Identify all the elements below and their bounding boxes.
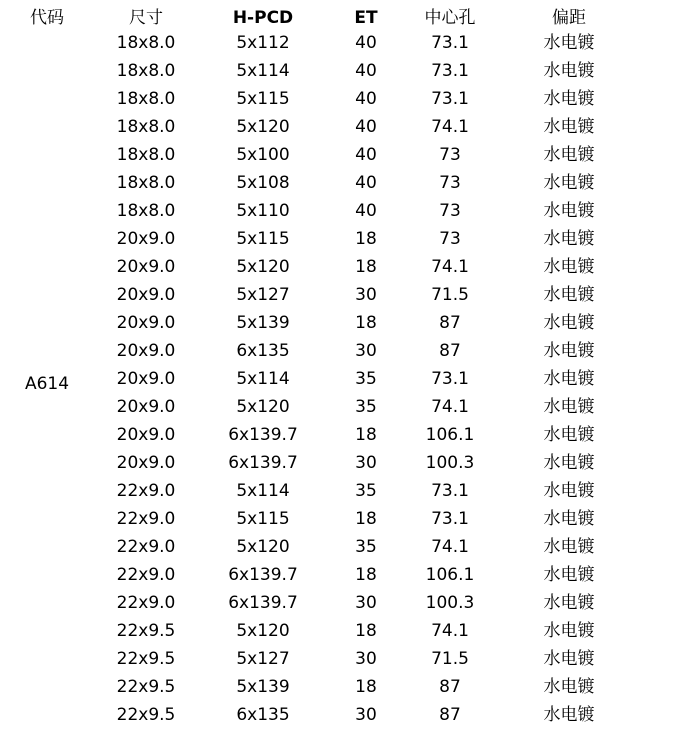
center-bore-cell: 73.1 <box>431 481 469 501</box>
et-cell: 18 <box>355 565 377 585</box>
size-cell: 22x9.0 <box>116 481 176 501</box>
table-row <box>0 504 686 532</box>
center-bore-cell: 73.1 <box>431 509 469 529</box>
table-body <box>0 28 686 728</box>
pcd-cell: 5x115 <box>236 89 290 109</box>
header-row <box>0 0 686 28</box>
center-bore-cell: 73.1 <box>431 33 469 53</box>
table-row <box>0 364 686 392</box>
pcd-cell: 5x100 <box>236 145 290 165</box>
size-cell: 20x9.0 <box>116 397 176 417</box>
center-bore-cell: 74.1 <box>431 621 469 641</box>
pcd-cell: 6x139.7 <box>228 593 298 613</box>
et-cell: 30 <box>355 649 377 669</box>
center-bore-cell: 73.1 <box>431 89 469 109</box>
header-pcd: H-PCD <box>232 8 294 28</box>
center-bore-cell: 87 <box>439 313 461 333</box>
et-cell: 30 <box>355 705 377 725</box>
table-row <box>0 224 686 252</box>
table-row <box>0 280 686 308</box>
pcd-cell: 5x120 <box>236 537 290 557</box>
pcd-cell: 5x127 <box>236 649 290 669</box>
center-bore-cell: 71.5 <box>431 285 469 305</box>
pcd-cell: 5x114 <box>236 481 290 501</box>
center-bore-cell: 87 <box>439 705 461 725</box>
pcd-cell: 5x108 <box>236 173 290 193</box>
size-cell: 22x9.0 <box>116 509 176 529</box>
size-cell: 22x9.5 <box>116 649 176 669</box>
size-cell: 20x9.0 <box>116 285 176 305</box>
table-row <box>0 392 686 420</box>
table-row <box>0 140 686 168</box>
center-bore-cell: 73 <box>439 229 461 249</box>
table-row <box>0 28 686 56</box>
table-row <box>0 588 686 616</box>
pcd-cell: 5x115 <box>236 509 290 529</box>
pcd-cell: 5x120 <box>236 621 290 641</box>
table-row <box>0 448 686 476</box>
size-cell: 18x8.0 <box>116 173 176 193</box>
finish-cell: 水电镀 <box>543 117 595 137</box>
center-bore-cell: 74.1 <box>431 537 469 557</box>
et-cell: 40 <box>355 89 377 109</box>
finish-cell: 水电镀 <box>543 425 595 445</box>
model-code: A614 <box>24 374 70 394</box>
et-cell: 18 <box>355 677 377 697</box>
table-row <box>0 336 686 364</box>
table-row <box>0 56 686 84</box>
center-bore-cell: 74.1 <box>431 257 469 277</box>
finish-cell: 水电镀 <box>543 621 595 641</box>
pcd-cell: 5x114 <box>236 61 290 81</box>
table-row <box>0 420 686 448</box>
pcd-cell: 5x120 <box>236 257 290 277</box>
et-cell: 18 <box>355 425 377 445</box>
center-bore-cell: 106.1 <box>425 565 475 585</box>
et-cell: 40 <box>355 61 377 81</box>
size-cell: 18x8.0 <box>116 33 176 53</box>
et-cell: 18 <box>355 313 377 333</box>
center-bore-cell: 74.1 <box>431 117 469 137</box>
finish-cell: 水电镀 <box>543 145 595 165</box>
pcd-cell: 6x135 <box>236 341 290 361</box>
pcd-cell: 5x110 <box>236 201 290 221</box>
pcd-cell: 5x112 <box>236 33 290 53</box>
size-cell: 18x8.0 <box>116 89 176 109</box>
table-row <box>0 308 686 336</box>
table-row <box>0 168 686 196</box>
et-cell: 30 <box>355 285 377 305</box>
size-cell: 22x9.0 <box>116 593 176 613</box>
table-row <box>0 616 686 644</box>
pcd-cell: 5x139 <box>236 313 290 333</box>
center-bore-cell: 73 <box>439 201 461 221</box>
size-cell: 22x9.0 <box>116 537 176 557</box>
et-cell: 40 <box>355 33 377 53</box>
table-row <box>0 196 686 224</box>
finish-cell: 水电镀 <box>543 89 595 109</box>
header-code: 代码 <box>30 8 64 28</box>
finish-cell: 水电镀 <box>543 369 595 389</box>
pcd-cell: 5x139 <box>236 677 290 697</box>
center-bore-cell: 73 <box>439 145 461 165</box>
pcd-cell: 5x115 <box>236 229 290 249</box>
finish-cell: 水电镀 <box>543 257 595 277</box>
pcd-cell: 6x139.7 <box>228 425 298 445</box>
et-cell: 40 <box>355 117 377 137</box>
header-size: 尺寸 <box>129 8 163 28</box>
finish-cell: 水电镀 <box>543 33 595 53</box>
finish-cell: 水电镀 <box>543 341 595 361</box>
size-cell: 22x9.5 <box>116 677 176 697</box>
pcd-cell: 5x114 <box>236 369 290 389</box>
et-cell: 18 <box>355 509 377 529</box>
pcd-cell: 6x139.7 <box>228 453 298 473</box>
finish-cell: 水电镀 <box>543 565 595 585</box>
finish-cell: 水电镀 <box>543 593 595 613</box>
table-row <box>0 476 686 504</box>
center-bore-cell: 87 <box>439 677 461 697</box>
et-cell: 30 <box>355 341 377 361</box>
header-center-bore: 中心孔 <box>424 8 476 28</box>
finish-cell: 水电镀 <box>543 705 595 725</box>
et-cell: 18 <box>355 257 377 277</box>
size-cell: 22x9.5 <box>116 621 176 641</box>
et-cell: 40 <box>355 145 377 165</box>
size-cell: 20x9.0 <box>116 341 176 361</box>
et-cell: 30 <box>355 593 377 613</box>
finish-cell: 水电镀 <box>543 201 595 221</box>
finish-cell: 水电镀 <box>543 649 595 669</box>
size-cell: 18x8.0 <box>116 201 176 221</box>
pcd-cell: 5x127 <box>236 285 290 305</box>
finish-cell: 水电镀 <box>543 229 595 249</box>
et-cell: 18 <box>355 229 377 249</box>
pcd-cell: 6x139.7 <box>228 565 298 585</box>
finish-cell: 水电镀 <box>543 313 595 333</box>
table-row <box>0 700 686 728</box>
finish-cell: 水电镀 <box>543 285 595 305</box>
pcd-cell: 5x120 <box>236 117 290 137</box>
center-bore-cell: 73 <box>439 173 461 193</box>
table-row <box>0 252 686 280</box>
et-cell: 35 <box>355 397 377 417</box>
et-cell: 40 <box>355 201 377 221</box>
header-et: ET <box>354 8 378 28</box>
finish-cell: 水电镀 <box>543 173 595 193</box>
center-bore-cell: 73.1 <box>431 61 469 81</box>
size-cell: 20x9.0 <box>116 425 176 445</box>
center-bore-cell: 87 <box>439 341 461 361</box>
et-cell: 35 <box>355 369 377 389</box>
size-cell: 22x9.0 <box>116 565 176 585</box>
finish-cell: 水电镀 <box>543 453 595 473</box>
center-bore-cell: 71.5 <box>431 649 469 669</box>
table-row <box>0 672 686 700</box>
table-row <box>0 560 686 588</box>
table-row <box>0 112 686 140</box>
finish-cell: 水电镀 <box>543 509 595 529</box>
size-cell: 18x8.0 <box>116 145 176 165</box>
header-offset: 偏距 <box>552 8 586 28</box>
size-cell: 20x9.0 <box>116 257 176 277</box>
et-cell: 35 <box>355 481 377 501</box>
et-cell: 40 <box>355 173 377 193</box>
et-cell: 30 <box>355 453 377 473</box>
finish-cell: 水电镀 <box>543 677 595 697</box>
pcd-cell: 6x135 <box>236 705 290 725</box>
size-cell: 20x9.0 <box>116 313 176 333</box>
finish-cell: 水电镀 <box>543 61 595 81</box>
et-cell: 18 <box>355 621 377 641</box>
center-bore-cell: 100.3 <box>425 593 475 613</box>
center-bore-cell: 106.1 <box>425 425 475 445</box>
size-cell: 20x9.0 <box>116 453 176 473</box>
table-row <box>0 532 686 560</box>
size-cell: 20x9.0 <box>116 229 176 249</box>
table-row <box>0 644 686 672</box>
center-bore-cell: 74.1 <box>431 397 469 417</box>
finish-cell: 水电镀 <box>543 397 595 417</box>
size-cell: 22x9.5 <box>116 705 176 725</box>
center-bore-cell: 100.3 <box>425 453 475 473</box>
size-cell: 20x9.0 <box>116 369 176 389</box>
size-cell: 18x8.0 <box>116 117 176 137</box>
table-row <box>0 84 686 112</box>
pcd-cell: 5x120 <box>236 397 290 417</box>
et-cell: 35 <box>355 537 377 557</box>
center-bore-cell: 73.1 <box>431 369 469 389</box>
finish-cell: 水电镀 <box>543 481 595 501</box>
size-cell: 18x8.0 <box>116 61 176 81</box>
finish-cell: 水电镀 <box>543 537 595 557</box>
